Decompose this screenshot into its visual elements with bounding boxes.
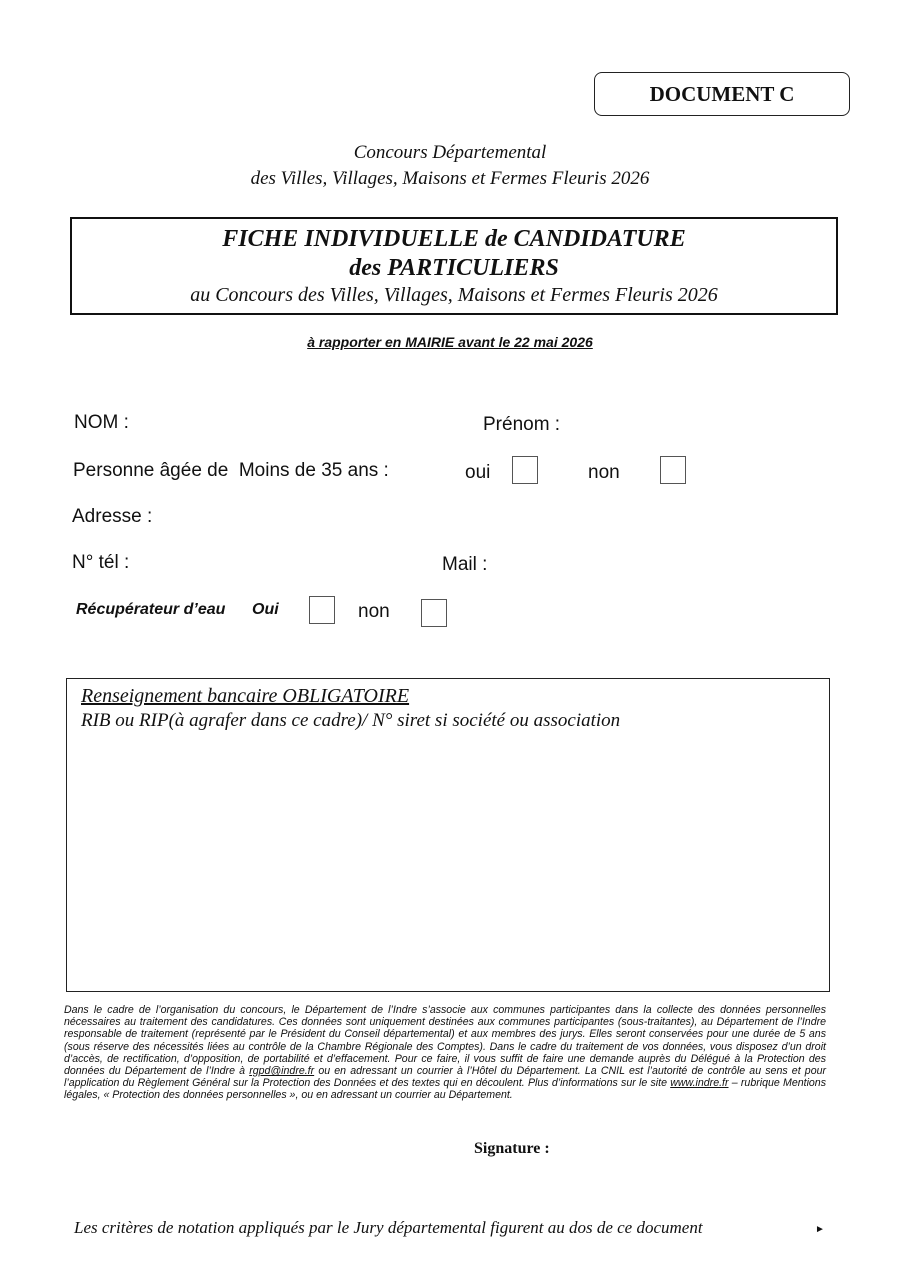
- bank-info-title: Renseignement bancaire OBLIGATOIRE: [81, 685, 410, 707]
- tel-label: N° tél :: [72, 552, 130, 573]
- mail-label: Mail :: [442, 554, 488, 575]
- legal-text-2: ou en adressant un courrier à l’Hôtel du Département. La CNIL est l’autorité de contrôle au sens et pour l’application du Règlement Général sur la Protection des Données et des textes qui en découlent. Plus d’informations sur le site: [64, 1065, 827, 1090]
- age-yes-checkbox[interactable]: [512, 456, 538, 484]
- nom-label: NOM :: [74, 412, 129, 433]
- deadline-note: à rapporter en MAIRIE avant le 22 mai 2026: [307, 334, 593, 350]
- bank-info-box[interactable]: [66, 678, 830, 992]
- age-yes-label: oui: [465, 462, 491, 483]
- water-yes-checkbox[interactable]: [309, 596, 335, 624]
- criteria-note: Les critères de notation appliqués par le Jury départemental figurent au dos de ce document: [74, 1218, 703, 1237]
- water-yes-label: Oui: [252, 601, 279, 618]
- legal-notice: [64, 1004, 826, 1102]
- age-label: Personne âgée de Moins de 35 ans :: [73, 460, 389, 481]
- age-no-label: non: [588, 462, 620, 483]
- water-no-checkbox[interactable]: [421, 599, 447, 627]
- bank-info-subtitle: RIB ou RIP(à agrafer dans ce cadre)/ N° siret si société ou association: [81, 710, 621, 731]
- signature-label: Signature :: [474, 1140, 550, 1157]
- legal-email-link[interactable]: rgpd@indre.fr: [249, 1065, 315, 1078]
- age-no-checkbox[interactable]: [660, 456, 686, 484]
- water-no-label: non: [358, 601, 390, 622]
- legal-text-1: Dans le cadre de l’organisation du concours, le Département de l’Indre s’associe aux communes participantes dans la collecte des données personnelles nécessaires au traitement des candidatures. Ces données sont uniquement destinées aux communes participantes (sous-traitantes), au Département de l’Indre responsable de traitement (représenté par le Président du Conseil départemental) et aux membres des jurys. Elles seront conservées pour une durée de 5 ans (sous réserve des nécessités liées au contrôle de la Chambre Régionale des Comptes). Dans le cadre du traitement de vos données, vous disposez d’un droit d’accès, de rectification, d’opposition, de portabilité et d’effacement. Pour ce faire, il vous suffit de faire une demande auprès du Délégué à la Protection des données du Département de l’Indre à: [64, 1004, 826, 1078]
- address-label: Adresse :: [72, 506, 153, 527]
- title-line-2: des PARTICULIERS: [349, 255, 559, 281]
- legal-text-3: – rubrique Mentions légales, « Protection des données personnelles », ou en adressant un courrier au Département.: [64, 1077, 826, 1102]
- title-box: [70, 217, 838, 315]
- title-line-1: FICHE INDIVIDUELLE de CANDIDATURE: [222, 226, 686, 252]
- water-collector-label: Récupérateur d’eau: [76, 601, 226, 618]
- title-line-3: au Concours des Villes, Villages, Maisons et Fermes Fleuris 2026: [190, 284, 718, 306]
- legal-site-link[interactable]: www.indre.fr: [670, 1077, 729, 1090]
- prenom-label: Prénom :: [483, 414, 561, 435]
- document-tag: DOCUMENT C: [594, 72, 850, 116]
- contest-line-2: des Villes, Villages, Maisons et Fermes Fleuris 2026: [250, 168, 650, 189]
- contest-line-1: Concours Départemental: [353, 142, 547, 163]
- arrow-right-icon: ►: [815, 1224, 825, 1235]
